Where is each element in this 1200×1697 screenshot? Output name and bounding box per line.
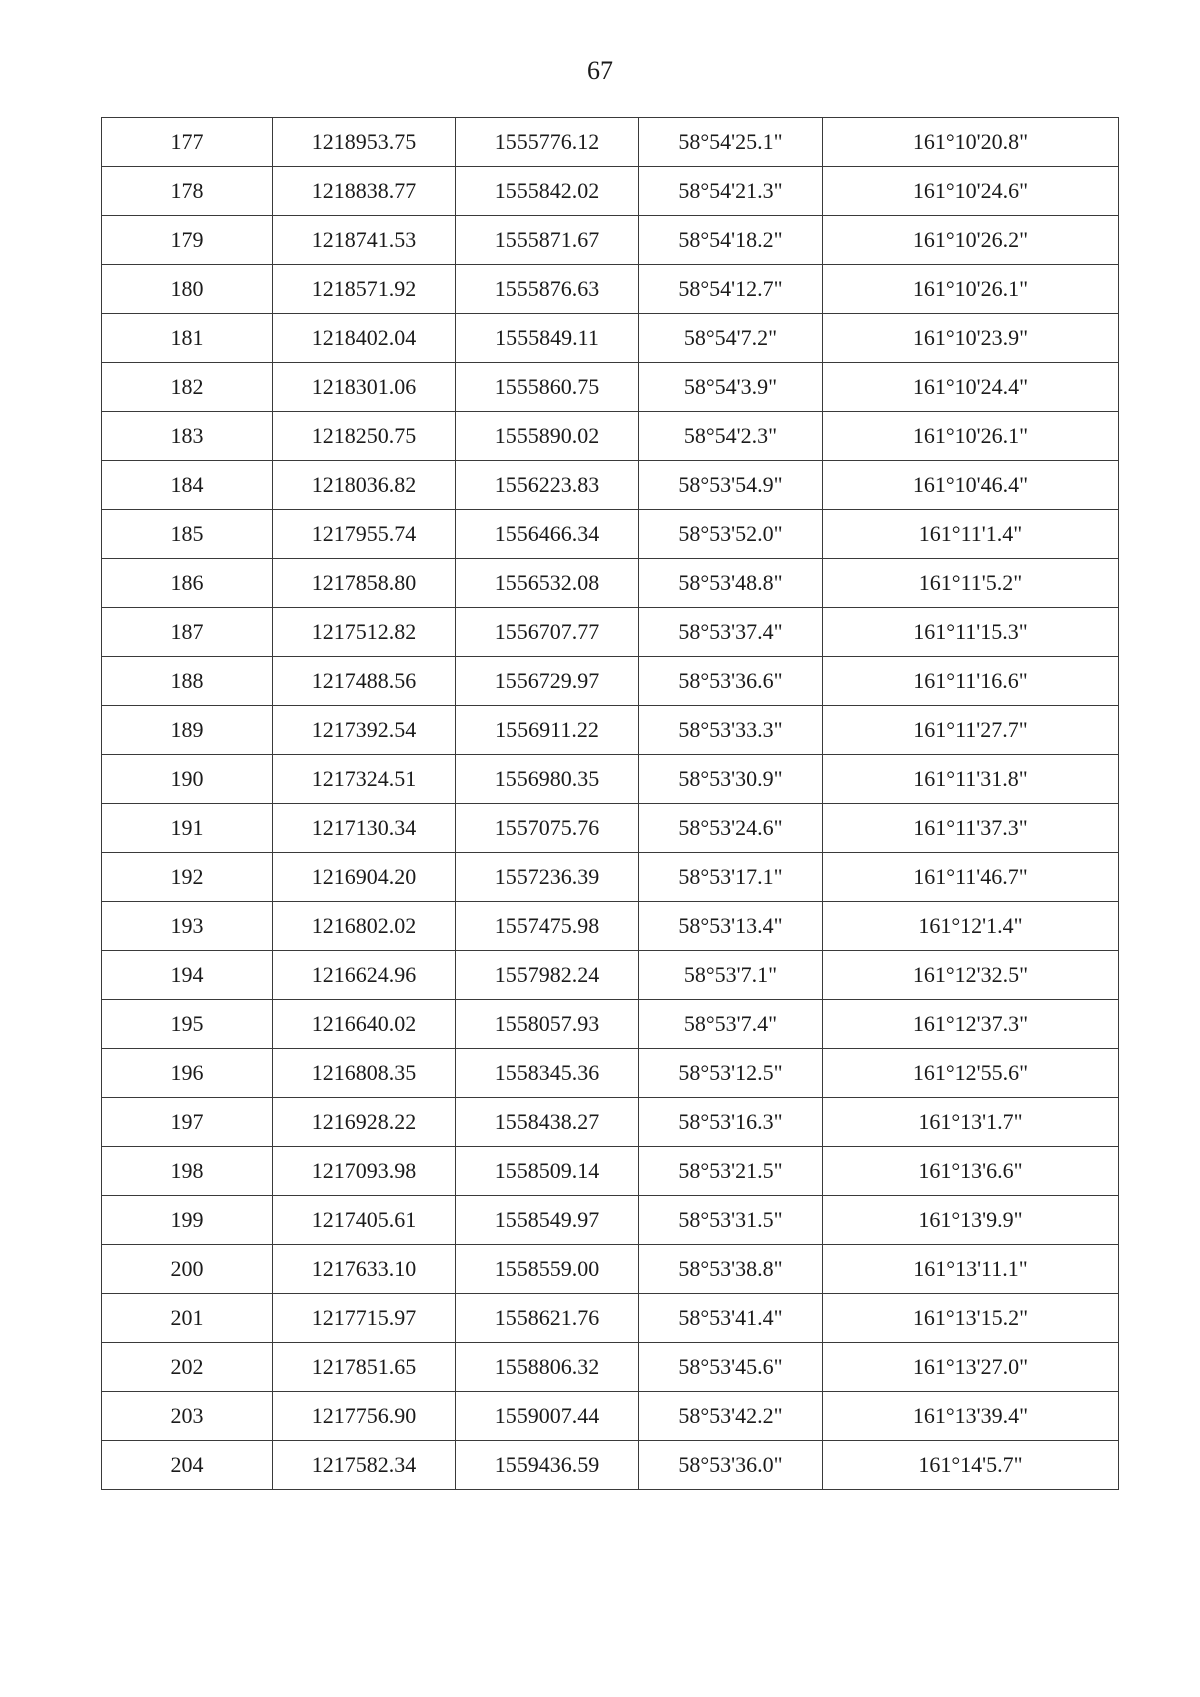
x-coordinate-cell: 1218402.04 [273, 314, 456, 363]
point-number-cell: 186 [102, 559, 273, 608]
y-coordinate-cell: 1555842.02 [456, 167, 639, 216]
point-number-cell: 202 [102, 1343, 273, 1392]
point-number-cell: 180 [102, 265, 273, 314]
table-row [102, 363, 1119, 412]
x-coordinate-cell: 1216802.02 [273, 902, 456, 951]
latitude-cell: 58°53'7.1" [639, 951, 823, 1000]
longitude-cell: 161°10'20.8" [823, 118, 1119, 167]
latitude-cell: 58°53'31.5" [639, 1196, 823, 1245]
y-coordinate-cell: 1555871.67 [456, 216, 639, 265]
x-coordinate-cell: 1217512.82 [273, 608, 456, 657]
point-number-cell: 189 [102, 706, 273, 755]
longitude-cell: 161°13'15.2" [823, 1294, 1119, 1343]
table-row [102, 216, 1119, 265]
point-number-cell: 193 [102, 902, 273, 951]
table-row [102, 657, 1119, 706]
longitude-cell: 161°11'1.4" [823, 510, 1119, 559]
table-row [102, 1343, 1119, 1392]
longitude-cell: 161°11'31.8" [823, 755, 1119, 804]
x-coordinate-cell: 1217324.51 [273, 755, 456, 804]
longitude-cell: 161°14'5.7" [823, 1441, 1119, 1490]
x-coordinate-cell: 1217582.34 [273, 1441, 456, 1490]
point-number-cell: 194 [102, 951, 273, 1000]
x-coordinate-cell: 1218838.77 [273, 167, 456, 216]
y-coordinate-cell: 1558509.14 [456, 1147, 639, 1196]
point-number-cell: 190 [102, 755, 273, 804]
x-coordinate-cell: 1218301.06 [273, 363, 456, 412]
point-number-cell: 197 [102, 1098, 273, 1147]
x-coordinate-cell: 1218250.75 [273, 412, 456, 461]
y-coordinate-cell: 1555876.63 [456, 265, 639, 314]
table-row [102, 1294, 1119, 1343]
y-coordinate-cell: 1556980.35 [456, 755, 639, 804]
point-number-cell: 192 [102, 853, 273, 902]
latitude-cell: 58°53'33.3" [639, 706, 823, 755]
table-row [102, 1392, 1119, 1441]
table-row [102, 461, 1119, 510]
latitude-cell: 58°53'36.0" [639, 1441, 823, 1490]
point-number-cell: 204 [102, 1441, 273, 1490]
latitude-cell: 58°53'48.8" [639, 559, 823, 608]
latitude-cell: 58°54'2.3" [639, 412, 823, 461]
latitude-cell: 58°53'12.5" [639, 1049, 823, 1098]
y-coordinate-cell: 1557982.24 [456, 951, 639, 1000]
table-row [102, 902, 1119, 951]
latitude-cell: 58°54'12.7" [639, 265, 823, 314]
latitude-cell: 58°53'7.4" [639, 1000, 823, 1049]
latitude-cell: 58°53'30.9" [639, 755, 823, 804]
latitude-cell: 58°54'3.9" [639, 363, 823, 412]
y-coordinate-cell: 1555890.02 [456, 412, 639, 461]
point-number-cell: 181 [102, 314, 273, 363]
y-coordinate-cell: 1557075.76 [456, 804, 639, 853]
y-coordinate-cell: 1556532.08 [456, 559, 639, 608]
longitude-cell: 161°11'27.7" [823, 706, 1119, 755]
coordinates-table-body [102, 118, 1119, 1490]
table-row [102, 951, 1119, 1000]
y-coordinate-cell: 1558806.32 [456, 1343, 639, 1392]
y-coordinate-cell: 1559007.44 [456, 1392, 639, 1441]
table-row [102, 608, 1119, 657]
longitude-cell: 161°13'27.0" [823, 1343, 1119, 1392]
point-number-cell: 182 [102, 363, 273, 412]
point-number-cell: 203 [102, 1392, 273, 1441]
x-coordinate-cell: 1217488.56 [273, 657, 456, 706]
x-coordinate-cell: 1216808.35 [273, 1049, 456, 1098]
longitude-cell: 161°11'46.7" [823, 853, 1119, 902]
y-coordinate-cell: 1556707.77 [456, 608, 639, 657]
coordinates-table [101, 117, 1119, 1490]
longitude-cell: 161°10'24.4" [823, 363, 1119, 412]
point-number-cell: 177 [102, 118, 273, 167]
longitude-cell: 161°10'23.9" [823, 314, 1119, 363]
longitude-cell: 161°12'1.4" [823, 902, 1119, 951]
y-coordinate-cell: 1557475.98 [456, 902, 639, 951]
point-number-cell: 201 [102, 1294, 273, 1343]
point-number-cell: 199 [102, 1196, 273, 1245]
longitude-cell: 161°11'15.3" [823, 608, 1119, 657]
latitude-cell: 58°53'41.4" [639, 1294, 823, 1343]
x-coordinate-cell: 1218953.75 [273, 118, 456, 167]
y-coordinate-cell: 1556911.22 [456, 706, 639, 755]
x-coordinate-cell: 1218571.92 [273, 265, 456, 314]
longitude-cell: 161°13'1.7" [823, 1098, 1119, 1147]
latitude-cell: 58°53'21.5" [639, 1147, 823, 1196]
x-coordinate-cell: 1217405.61 [273, 1196, 456, 1245]
point-number-cell: 187 [102, 608, 273, 657]
latitude-cell: 58°54'18.2" [639, 216, 823, 265]
point-number-cell: 185 [102, 510, 273, 559]
page-number: 67 [587, 56, 613, 85]
longitude-cell: 161°10'26.1" [823, 265, 1119, 314]
longitude-cell: 161°11'16.6" [823, 657, 1119, 706]
table-row [102, 853, 1119, 902]
point-number-cell: 195 [102, 1000, 273, 1049]
point-number-cell: 198 [102, 1147, 273, 1196]
x-coordinate-cell: 1216904.20 [273, 853, 456, 902]
y-coordinate-cell: 1555849.11 [456, 314, 639, 363]
latitude-cell: 58°53'45.6" [639, 1343, 823, 1392]
y-coordinate-cell: 1556729.97 [456, 657, 639, 706]
x-coordinate-cell: 1217715.97 [273, 1294, 456, 1343]
table-row [102, 412, 1119, 461]
table-row [102, 1098, 1119, 1147]
latitude-cell: 58°53'38.8" [639, 1245, 823, 1294]
table-row [102, 118, 1119, 167]
x-coordinate-cell: 1217093.98 [273, 1147, 456, 1196]
latitude-cell: 58°54'21.3" [639, 167, 823, 216]
point-number-cell: 179 [102, 216, 273, 265]
table-row [102, 510, 1119, 559]
y-coordinate-cell: 1558559.00 [456, 1245, 639, 1294]
y-coordinate-cell: 1557236.39 [456, 853, 639, 902]
latitude-cell: 58°53'16.3" [639, 1098, 823, 1147]
y-coordinate-cell: 1556466.34 [456, 510, 639, 559]
longitude-cell: 161°13'6.6" [823, 1147, 1119, 1196]
y-coordinate-cell: 1558057.93 [456, 1000, 639, 1049]
point-number-cell: 191 [102, 804, 273, 853]
longitude-cell: 161°12'32.5" [823, 951, 1119, 1000]
x-coordinate-cell: 1218036.82 [273, 461, 456, 510]
longitude-cell: 161°11'37.3" [823, 804, 1119, 853]
latitude-cell: 58°53'36.6" [639, 657, 823, 706]
longitude-cell: 161°13'11.1" [823, 1245, 1119, 1294]
longitude-cell: 161°10'46.4" [823, 461, 1119, 510]
longitude-cell: 161°12'55.6" [823, 1049, 1119, 1098]
y-coordinate-cell: 1555860.75 [456, 363, 639, 412]
latitude-cell: 58°53'37.4" [639, 608, 823, 657]
latitude-cell: 58°53'17.1" [639, 853, 823, 902]
table-row [102, 1147, 1119, 1196]
y-coordinate-cell: 1558438.27 [456, 1098, 639, 1147]
y-coordinate-cell: 1558345.36 [456, 1049, 639, 1098]
x-coordinate-cell: 1216640.02 [273, 1000, 456, 1049]
longitude-cell: 161°10'26.2" [823, 216, 1119, 265]
table-row [102, 1000, 1119, 1049]
point-number-cell: 183 [102, 412, 273, 461]
table-row [102, 1196, 1119, 1245]
y-coordinate-cell: 1558549.97 [456, 1196, 639, 1245]
table-row [102, 706, 1119, 755]
table-row [102, 804, 1119, 853]
point-number-cell: 178 [102, 167, 273, 216]
table-row [102, 1049, 1119, 1098]
y-coordinate-cell: 1558621.76 [456, 1294, 639, 1343]
longitude-cell: 161°12'37.3" [823, 1000, 1119, 1049]
table-row [102, 559, 1119, 608]
x-coordinate-cell: 1217756.90 [273, 1392, 456, 1441]
x-coordinate-cell: 1217392.54 [273, 706, 456, 755]
x-coordinate-cell: 1217858.80 [273, 559, 456, 608]
table-row [102, 1441, 1119, 1490]
latitude-cell: 58°53'52.0" [639, 510, 823, 559]
longitude-cell: 161°11'5.2" [823, 559, 1119, 608]
y-coordinate-cell: 1555776.12 [456, 118, 639, 167]
table-row [102, 755, 1119, 804]
point-number-cell: 188 [102, 657, 273, 706]
table-row [102, 167, 1119, 216]
longitude-cell: 161°13'9.9" [823, 1196, 1119, 1245]
latitude-cell: 58°53'54.9" [639, 461, 823, 510]
x-coordinate-cell: 1217851.65 [273, 1343, 456, 1392]
latitude-cell: 58°54'25.1" [639, 118, 823, 167]
x-coordinate-cell: 1217130.34 [273, 804, 456, 853]
latitude-cell: 58°53'42.2" [639, 1392, 823, 1441]
latitude-cell: 58°54'7.2" [639, 314, 823, 363]
table-row [102, 1245, 1119, 1294]
point-number-cell: 200 [102, 1245, 273, 1294]
longitude-cell: 161°10'24.6" [823, 167, 1119, 216]
x-coordinate-cell: 1217633.10 [273, 1245, 456, 1294]
table-row [102, 314, 1119, 363]
y-coordinate-cell: 1556223.83 [456, 461, 639, 510]
point-number-cell: 196 [102, 1049, 273, 1098]
x-coordinate-cell: 1216928.22 [273, 1098, 456, 1147]
x-coordinate-cell: 1218741.53 [273, 216, 456, 265]
latitude-cell: 58°53'13.4" [639, 902, 823, 951]
longitude-cell: 161°13'39.4" [823, 1392, 1119, 1441]
table-row [102, 265, 1119, 314]
point-number-cell: 184 [102, 461, 273, 510]
longitude-cell: 161°10'26.1" [823, 412, 1119, 461]
y-coordinate-cell: 1559436.59 [456, 1441, 639, 1490]
x-coordinate-cell: 1216624.96 [273, 951, 456, 1000]
x-coordinate-cell: 1217955.74 [273, 510, 456, 559]
latitude-cell: 58°53'24.6" [639, 804, 823, 853]
